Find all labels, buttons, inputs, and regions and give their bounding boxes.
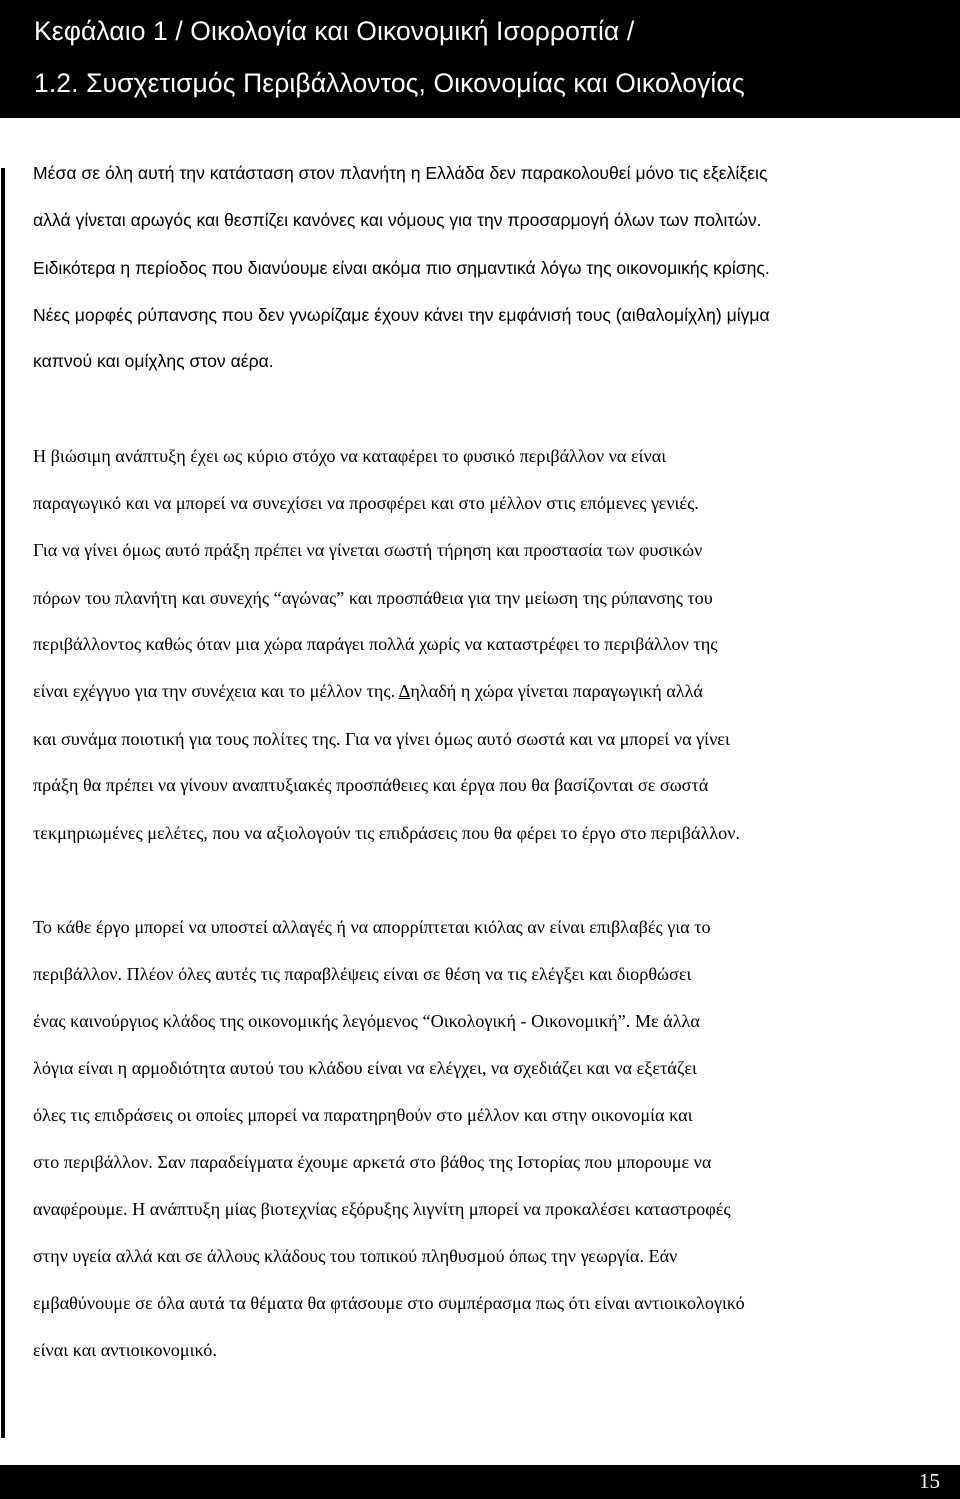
paragraph-3-line-9: εμβαθύνουμε σε όλα αυτά τα θέματα θα φτάσουμε στο συμπέρασμα πως ότι είναι αντιοικολογικό (33, 1293, 745, 1313)
paragraph-1-line-4: Νέες μορφές ρύπανσης που δεν γνωρίζαμε έχουν κάνει την εμφάνισή τους (αιθαλομίχλη) μίγμα (33, 305, 770, 325)
paragraph-2-line-6 (33, 680, 703, 702)
underlined-letter: Δ (398, 681, 411, 701)
paragraph-3-line-5: όλες τις επιδράσεις οι οποίες μπορεί να παρατηρηθούν στο μέλλον και στην οικονομία και (33, 1105, 693, 1125)
paragraph-1-line-5: καπνού και ομίχλης στον αέρα. (33, 351, 274, 371)
paragraph-3-line-3: ένας καινούργιος κλάδος της οικονομικής λεγόμενος “Οικολογική - Οικονομική”. Με άλλα (33, 1011, 700, 1031)
paragraph-2-line-9: τεκμηριωμένες μελέτες, που να αξιολογούν τις επιδράσεις που θα φέρει το έργο στο περιβάλλον. (33, 823, 740, 843)
left-margin-rule (1, 168, 5, 1438)
paragraph-1-line-2: αλλά γίνεται αρωγός και θεσπίζει κανόνες και νόμους για την προσαρμογή όλων των πολιτών. (33, 210, 762, 230)
paragraph-3-line-4: λόγια είναι η αρμοδιότητα αυτού του κλάδου είναι να ελέγχει, να σχεδιάζει και να εξετάζει (33, 1058, 697, 1078)
paragraph-1-line-1: Μέσα σε όλη αυτή την κατάσταση στον πλανήτη η Ελλάδα δεν παρακολουθεί μόνο τις εξελίξεις (33, 163, 768, 183)
chapter-title: Κεφάλαιο 1 / Οικολογία και Οικονομική Ισορροπία / (34, 16, 635, 46)
paragraph-3-line-6: στο περιβάλλον. Σαν παραδείγματα έχουμε αρκετά στο βάθος της Ιστορίας που μπορουμε να (33, 1152, 712, 1172)
paragraph-3-line-8: στην υγεία αλλά και σε άλλους κλάδους του τοπικού πληθυσμού όπως την γεωργία. Εάν (33, 1246, 678, 1266)
paragraph-2-line-7: και συνάμα ποιοτική για τους πολίτες της. Για να γίνει όμως αυτό σωστά και να μπορεί να γίνει (33, 729, 730, 749)
page-number: 15 (919, 1469, 940, 1493)
paragraph-1-line-3: Ειδικότερα η περίοδος που διανύουμε είναι ακόμα πιο σημαντικά λόγω της οικονομικής κρίσης. (33, 258, 770, 278)
paragraph-2-line-6-part-2: ηλαδή η χώρα γίνεται παραγωγική αλλά (410, 681, 703, 701)
paragraph-2-line-4: πόρων του πλανήτη και συνεχής “αγώνας” και προσπάθεια για την μείωση της ρύπανσης του (33, 588, 713, 608)
footer-bar (0, 1465, 960, 1499)
paragraph-3-line-2: περιβάλλον. Πλέον όλες αυτές τις παραβλέψεις είναι σε θέση να τις ελέγξει και διορθώσει (33, 964, 692, 984)
paragraph-2-line-1: Η βιώσιμη ανάπτυξη έχει ως κύριο στόχο να καταφέρει το φυσικό περιβάλλον να είναι (33, 446, 667, 466)
paragraph-3-line-7: αναφέρουμε. Η ανάπτυξη μίας βιοτεχνίας εξόρυξης λιγνίτη μπορεί να προκαλέσει καταστροφές (33, 1199, 731, 1219)
paragraph-2-line-5: περιβάλλοντος καθώς όταν μια χώρα παράγει πολλά χωρίς να καταστρέφει το περιβάλλον της (33, 634, 718, 654)
paragraph-2-line-6-part-1: είναι εχέγγυο για την συνέχεια και το μέλλον της. (33, 681, 399, 701)
paragraph-2-line-8: πράξη θα πρέπει να γίνουν αναπτυξιακές προσπάθειες και έργα που θα βασίζονται σε σωστά (33, 775, 709, 795)
paragraph-2-line-2: παραγωγικό και να μπορεί να συνεχίσει να προσφέρει και στο μέλλον στις επόμενες γενιές. (33, 493, 699, 513)
paragraph-2-line-3: Για να γίνει όμως αυτό πράξη πρέπει να γίνεται σωστή τήρηση και προστασία των φυσικών (33, 540, 703, 560)
paragraph-3-line-1: Το κάθε έργο μπορεί να υποστεί αλλαγές ή να απορρίπτεται κιόλας αν είναι επιβλαβές για το (33, 917, 711, 937)
paragraph-3-line-10: είναι και αντιοικονομικό. (33, 1340, 217, 1360)
section-title: 1.2. Συσχετισμός Περιβάλλοντος, Οικονομίας και Οικολογίας (34, 68, 745, 98)
header-bar (0, 0, 960, 118)
